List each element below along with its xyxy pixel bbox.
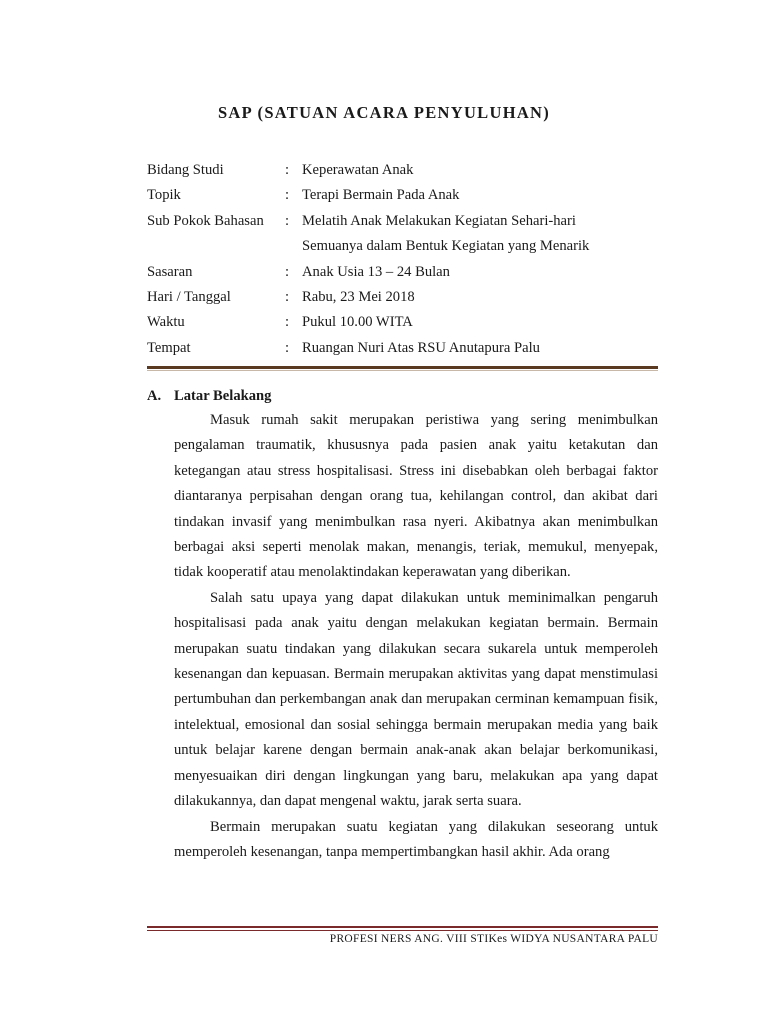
paragraph: Salah satu upaya yang dapat dilakukan untuk meminimalkan pengaruh hospitalisasi pada anak yaitu dengan melakukan kegiatan bermain. Bermain merupakan suatu tindakan yang dilakukan secara sukarela untuk memperoleh kesenangan dan kepuasan. Bermain merupakan aktivitas yang dapat menstimulasi pertumbuhan dan perkembangan anak dan merupakan cerminan kemampuan fisik, intelektual, emosional dan sosial sehingga bermain merupakan media yang baik untuk belajar karene dengan bermain anak-anak akan belajar berkomunikasi, menyesuaikan diri dengan lingkungan yang baru, melakukan apa yang dapat dilakukannya, dan dapat mengenal waktu, jarak serta suara. (174, 589, 658, 810)
section-title: Latar Belakang (174, 388, 272, 404)
info-value: Semuanya dalam Bentuk Kegiatan yang Menarik (302, 238, 590, 255)
info-label: Sasaran (147, 263, 193, 280)
header-divider-shadow (147, 370, 658, 371)
page-footer: PROFESI NERS ANG. VIII STIKes WIDYA NUSANTARA PALU (329, 933, 658, 945)
info-row-sasaran (147, 262, 667, 287)
paragraph: Bermain merupakan suatu kegiatan yang dilakukan seseorang untuk memperoleh kesenangan, tanpa mempertimbangkan hasil akhir. Ada orang (174, 818, 658, 860)
info-colon: : (285, 212, 290, 229)
info-row-hari-tanggal (147, 287, 667, 312)
info-colon: : (285, 339, 290, 356)
footer-divider-thin (147, 930, 658, 931)
info-value: Keperawatan Anak (302, 162, 414, 178)
info-table (147, 160, 667, 363)
info-label: Sub Pokok Bahasan (147, 212, 264, 229)
info-value: Rabu, 23 Mei 2018 (302, 288, 415, 305)
info-colon: : (285, 263, 290, 280)
info-label: Bidang Studi (147, 162, 224, 178)
info-label: Hari / Tanggal (147, 288, 231, 305)
paragraph: Masuk rumah sakit merupakan peristiwa yang sering menimbulkan pengalaman traumatik, khususnya pada pasien anak yaitu ketakutan dan ketegangan atau stress hospitalisasi. Stress ini disebabkan oleh berbagai faktor diantaranya perpisahan dengan orang tua, kehilangan control, dan akibat dari tindakan invasif yang menimbulkan rasa nyeri. Akibatnya akan menimbulkan berbagai aksi seperti menolak makan, menangis, teriak, memukul, menyepak, tidak kooperatif atau menolaktindakan keperawatan yang diberikan. (174, 412, 658, 581)
page-title: SAP (SATUAN ACARA PENYULUHAN) (217, 103, 551, 122)
header-divider (147, 366, 658, 369)
info-label: Topik (147, 187, 181, 204)
section-latar-belakang (147, 386, 658, 865)
info-value: Pukul 10.00 WITA (302, 314, 413, 331)
info-value: Ruangan Nuri Atas RSU Anutapura Palu (302, 339, 540, 356)
info-row-topik (147, 185, 667, 210)
info-row-sub-pokok-bahasan (147, 211, 667, 236)
info-colon: : (285, 288, 290, 305)
info-row-bidang-studi (147, 160, 667, 185)
info-colon: : (285, 162, 290, 178)
info-label: Tempat (147, 339, 191, 356)
info-label: Waktu (147, 314, 185, 331)
info-value: Melatih Anak Melakukan Kegiatan Sehari-hari (302, 212, 576, 229)
info-row-waktu (147, 312, 667, 337)
info-row-tempat (147, 338, 667, 363)
info-row-sub-pokok-bahasan-cont (147, 236, 667, 261)
info-value: Terapi Bermain Pada Anak (302, 187, 460, 204)
footer-divider (147, 926, 658, 928)
section-body (174, 408, 658, 865)
info-colon: : (285, 314, 290, 331)
info-value: Anak Usia 13 – 24 Bulan (302, 263, 450, 280)
info-colon: : (285, 187, 290, 204)
section-heading (147, 386, 658, 408)
section-letter: A. (147, 388, 162, 404)
